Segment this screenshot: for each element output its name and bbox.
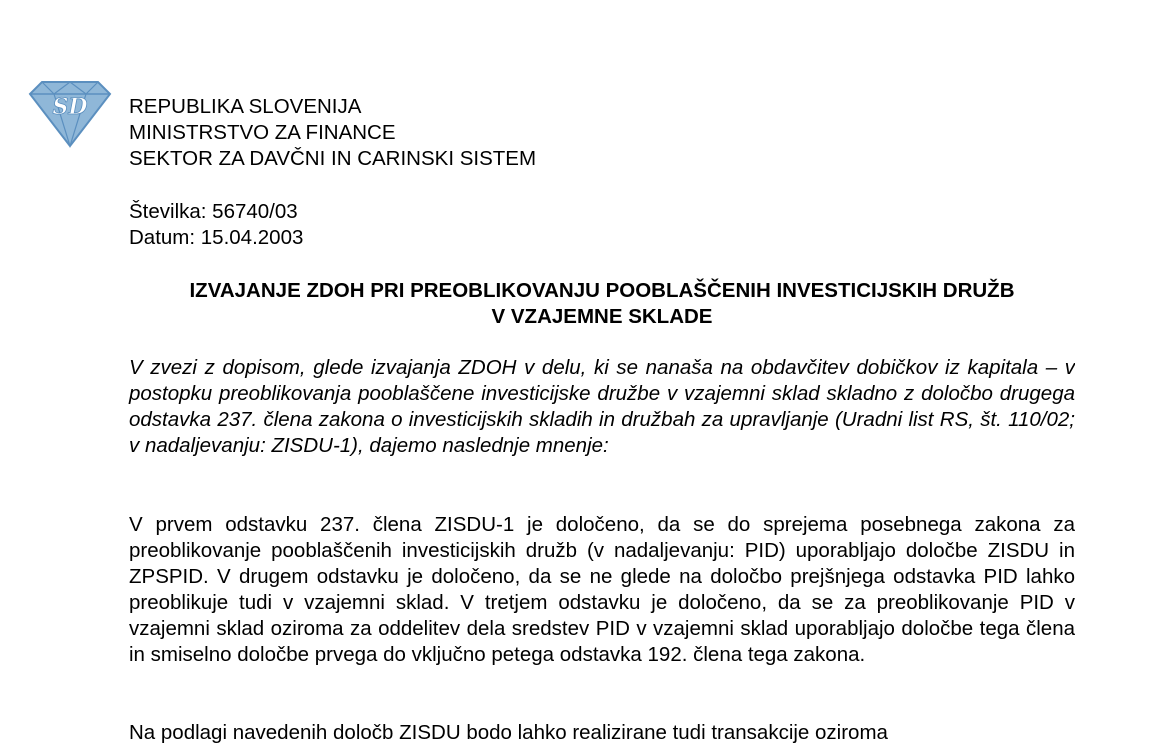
- document-date: Datum: 15.04.2003: [129, 226, 304, 249]
- logo-text: SD: [52, 94, 88, 120]
- document-number: Številka: 56740/03: [129, 200, 298, 223]
- header-republic: REPUBLIKA SLOVENIJA: [129, 95, 362, 118]
- ministry-logo-icon: [28, 78, 112, 148]
- title-line-2: V VZAJEMNE SKLADE: [491, 305, 713, 328]
- right-edge-crop: [1075, 0, 1157, 743]
- body-paragraph-1: V prvem odstavku 237. člena ZISDU-1 je določeno, da se do sprejema posebnega zakona za preoblikovanje pooblaščenih investicijskih družb (v nadaljevanju: PID) uporabljajo določbe ZISDU in ZPSPID. V drugem odstavku je določeno, da se ne glede na določbo prejšnjega odstavka PID lahko preoblikuje tudi v vzajemni sklad. V tretjem odstavku je določeno, da se za preoblikovanje PID v vzajemni sklad oziroma za oddelitev dela sredstev PID v vzajemni sklad uporabljajo določbe tega člena in smiselno določbe prvega do vključno petega odstavka 192. člena tega zakona.: [129, 513, 1075, 666]
- intro-paragraph: V zvezi z dopisom, glede izvajanja ZDOH v delu, ki se nanaša na obdavčitev dobičkov iz kapitala – v postopku preoblikovanja pooblaščene investicijske družbe v vzajemni sklad skladno z določbo drugega odstavka 237. člena zakona o investicijskih skladih in družbah za upravljanje (Uradni list RS, št. 110/02; v nadaljevanju: ZISDU-1), dajemo naslednje mnenje:: [129, 356, 1075, 457]
- document-title: [129, 278, 1075, 330]
- header-sector: SEKTOR ZA DAVČNI IN CARINSKI SISTEM: [129, 147, 537, 170]
- document-meta: [129, 199, 1075, 251]
- header-ministry: MINISTRSTVO ZA FINANCE: [129, 121, 396, 144]
- letterhead: [129, 94, 1075, 172]
- title-line-1: IZVAJANJE ZDOH PRI PREOBLIKOVANJU POOBLAŠČENIH INVESTICIJSKIH DRUŽB: [189, 279, 1015, 302]
- body-paragraph-2: Na podlagi navedenih določb ZISDU bodo lahko realizirane tudi transakcije oziroma: [129, 721, 888, 744]
